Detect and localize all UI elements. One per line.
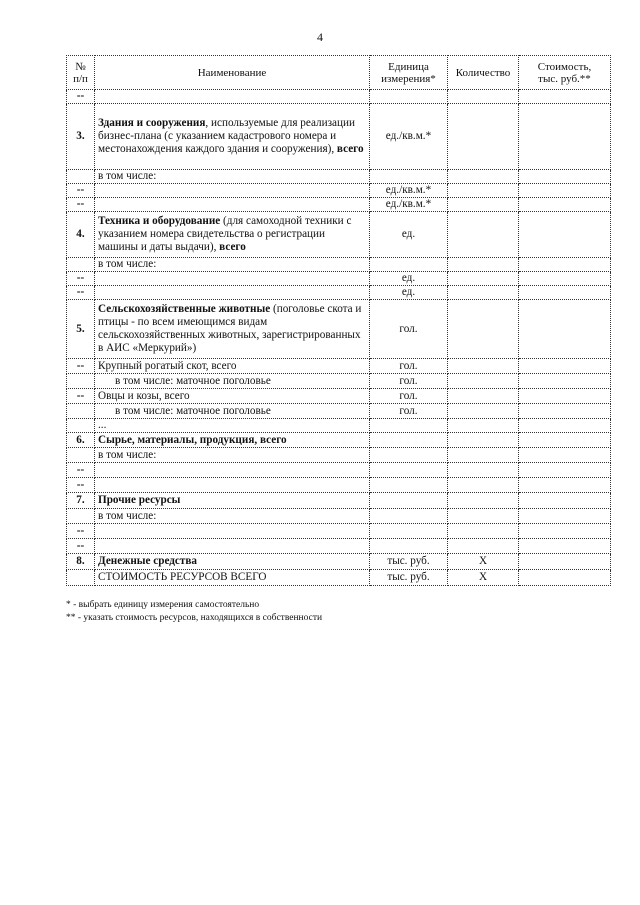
- row-cost: [519, 570, 611, 586]
- row-num: --: [67, 463, 95, 478]
- row-qty: [448, 509, 519, 524]
- row-unit: ед.: [370, 212, 448, 258]
- row-num: [67, 419, 95, 433]
- row-num: --: [67, 286, 95, 300]
- row-num: --: [67, 90, 95, 104]
- row-cost: [519, 359, 611, 374]
- header-cost: Стоимость, тыс. руб.**: [519, 56, 611, 90]
- row-unit: [370, 509, 448, 524]
- table-row: [67, 433, 611, 448]
- row-cost: [519, 509, 611, 524]
- table-row: [67, 90, 611, 104]
- row-name: [95, 300, 370, 359]
- row-unit: ед./кв.м.*: [370, 198, 448, 212]
- row-num: 8.: [67, 554, 95, 570]
- table-row: [67, 212, 611, 258]
- footnote-cost: ** - указать стоимость ресурсов, находящихся в собственности: [66, 613, 323, 623]
- row-cost: [519, 404, 611, 419]
- row-num: --: [67, 184, 95, 198]
- row-name-rest: (для самоходной техники с указанием номера свидетельства о регистрации машины и даты выдачи),: [98, 215, 352, 253]
- row-qty: [448, 272, 519, 286]
- row-name: в том числе:: [95, 448, 370, 463]
- row-qty: [448, 359, 519, 374]
- row-num: [67, 258, 95, 272]
- row-unit: гол.: [370, 404, 448, 419]
- row-qty: [448, 493, 519, 509]
- row-num: 7.: [67, 493, 95, 509]
- row-num: --: [67, 478, 95, 493]
- table-row: [67, 198, 611, 212]
- table-row: [67, 104, 611, 170]
- table-row: [67, 389, 611, 404]
- row-name: [95, 286, 370, 300]
- row-name: [95, 90, 370, 104]
- row-unit: [370, 258, 448, 272]
- row-qty: [448, 478, 519, 493]
- row-name: [95, 184, 370, 198]
- row-qty: [448, 198, 519, 212]
- row-cost: [519, 258, 611, 272]
- row-name: Овцы и козы, всего: [95, 389, 370, 404]
- row-num: [67, 170, 95, 184]
- table-row: [67, 509, 611, 524]
- table-row: [67, 570, 611, 586]
- row-unit: ед./кв.м.*: [370, 184, 448, 198]
- row-name: [95, 478, 370, 493]
- row-name: [95, 493, 370, 509]
- row-qty: [448, 389, 519, 404]
- row-unit: гол.: [370, 374, 448, 389]
- row-cost: [519, 104, 611, 170]
- row-cost: [519, 539, 611, 554]
- row-name-bold-total: всего: [219, 241, 246, 253]
- row-num: [67, 448, 95, 463]
- row-cost: [519, 212, 611, 258]
- row-num: 6.: [67, 433, 95, 448]
- resources-table: [66, 55, 611, 586]
- header-qty: Количество: [448, 56, 519, 90]
- row-name: в том числе: маточное поголовье: [95, 374, 370, 389]
- table-row: [67, 463, 611, 478]
- row-cost: [519, 524, 611, 539]
- table-row: [67, 404, 611, 419]
- row-cost: [519, 448, 611, 463]
- row-qty: [448, 170, 519, 184]
- row-name-bold: Техника и оборудование: [98, 215, 221, 227]
- row-name-bold-total: всего: [336, 143, 364, 155]
- row-name: [95, 212, 370, 258]
- row-num: --: [67, 198, 95, 212]
- row-qty: Х: [448, 570, 519, 586]
- row-cost: [519, 554, 611, 570]
- table-row: [67, 524, 611, 539]
- row-unit: [370, 433, 448, 448]
- row-unit: тыс. руб.: [370, 554, 448, 570]
- row-cost: [519, 478, 611, 493]
- row-num: 3.: [67, 104, 95, 170]
- row-cost: [519, 286, 611, 300]
- row-name: Крупный рогатый скот, всего: [95, 359, 370, 374]
- row-qty: [448, 286, 519, 300]
- row-num: [67, 404, 95, 419]
- row-cost: [519, 198, 611, 212]
- table-row: [67, 258, 611, 272]
- row-cost: [519, 419, 611, 433]
- row-num: [67, 570, 95, 586]
- row-name: в том числе:: [95, 258, 370, 272]
- row-unit: [370, 524, 448, 539]
- header-unit: Единица измерения*: [370, 56, 448, 90]
- row-cost: [519, 90, 611, 104]
- row-name-bold: Денежные средства: [98, 555, 198, 567]
- row-cost: [519, 184, 611, 198]
- row-qty: [448, 463, 519, 478]
- row-qty: [448, 212, 519, 258]
- table-row: [67, 554, 611, 570]
- row-num: [67, 509, 95, 524]
- row-name: [95, 104, 370, 170]
- table-row: [67, 478, 611, 493]
- row-qty: [448, 374, 519, 389]
- row-qty: [448, 539, 519, 554]
- row-qty: [448, 258, 519, 272]
- row-unit: ед./кв.м.*: [370, 104, 448, 170]
- row-cost: [519, 493, 611, 509]
- row-num: --: [67, 359, 95, 374]
- table-row: [67, 448, 611, 463]
- row-unit: ед.: [370, 286, 448, 300]
- row-unit: ед.: [370, 272, 448, 286]
- footnotes: [66, 599, 610, 625]
- row-unit: [370, 478, 448, 493]
- row-name: в том числе:: [95, 170, 370, 184]
- row-cost: [519, 389, 611, 404]
- table-header-row: [67, 56, 611, 90]
- row-num: --: [67, 524, 95, 539]
- footnote-unit: * - выбрать единицу измерения самостоятельно: [66, 600, 260, 610]
- row-qty: [448, 300, 519, 359]
- row-unit: гол.: [370, 389, 448, 404]
- table-row: [67, 272, 611, 286]
- header-num: № п/п: [67, 56, 95, 90]
- row-cost: [519, 463, 611, 478]
- row-name: [95, 433, 370, 448]
- row-qty: [448, 433, 519, 448]
- table-row: [67, 300, 611, 359]
- row-name: в том числе:: [95, 509, 370, 524]
- row-name: [95, 272, 370, 286]
- row-name: СТОИМОСТЬ РЕСУРСОВ ВСЕГО: [95, 570, 370, 586]
- row-num: 4.: [67, 212, 95, 258]
- row-cost: [519, 300, 611, 359]
- table-row: [67, 170, 611, 184]
- row-unit: гол.: [370, 300, 448, 359]
- row-cost: [519, 170, 611, 184]
- row-qty: [448, 448, 519, 463]
- row-name-rest: , используемые для реализации бизнес-плана (с указанием кадастрового номера и местонахождения каждого здания и сооружения),: [98, 117, 355, 155]
- row-qty: [448, 524, 519, 539]
- row-name: [95, 463, 370, 478]
- row-num: 5.: [67, 300, 95, 359]
- row-name: [95, 539, 370, 554]
- row-cost: [519, 433, 611, 448]
- row-unit: [370, 419, 448, 433]
- row-name-rest: (поголовье скота и птицы - по всем имеющимся видам сельскохозяйственных животных, зарегистрированных в АИС «Меркурий»): [98, 303, 362, 354]
- row-unit: [370, 493, 448, 509]
- row-num: --: [67, 272, 95, 286]
- row-name-bold: Прочие ресурсы: [98, 494, 181, 506]
- row-unit: [370, 90, 448, 104]
- row-name: [95, 198, 370, 212]
- row-unit: [370, 463, 448, 478]
- row-qty: [448, 104, 519, 170]
- row-unit: [370, 448, 448, 463]
- table-row: [67, 419, 611, 433]
- row-num: --: [67, 539, 95, 554]
- table-row: [67, 184, 611, 198]
- row-unit: [370, 170, 448, 184]
- row-name: ...: [95, 419, 370, 433]
- row-cost: [519, 374, 611, 389]
- row-unit: гол.: [370, 359, 448, 374]
- row-name-bold: Сырье, материалы, продукция, всего: [98, 433, 287, 446]
- table-row: [67, 286, 611, 300]
- row-num: --: [67, 389, 95, 404]
- row-name: [95, 554, 370, 570]
- table-row: [67, 359, 611, 374]
- row-name: в том числе: маточное поголовье: [95, 404, 370, 419]
- table-row: [67, 493, 611, 509]
- row-unit: тыс. руб.: [370, 570, 448, 586]
- table-row: [67, 374, 611, 389]
- row-unit: [370, 539, 448, 554]
- row-num: [67, 374, 95, 389]
- row-name-bold: Сельскохозяйственные животные: [98, 303, 271, 315]
- page-number: 4: [317, 30, 323, 44]
- row-qty: [448, 90, 519, 104]
- row-cost: [519, 272, 611, 286]
- row-qty: Х: [448, 554, 519, 570]
- row-name: [95, 524, 370, 539]
- row-qty: [448, 419, 519, 433]
- row-qty: [448, 184, 519, 198]
- header-name: Наименование: [95, 56, 370, 90]
- row-name-bold: Здания и сооружения: [98, 117, 206, 129]
- row-qty: [448, 404, 519, 419]
- table-row: [67, 539, 611, 554]
